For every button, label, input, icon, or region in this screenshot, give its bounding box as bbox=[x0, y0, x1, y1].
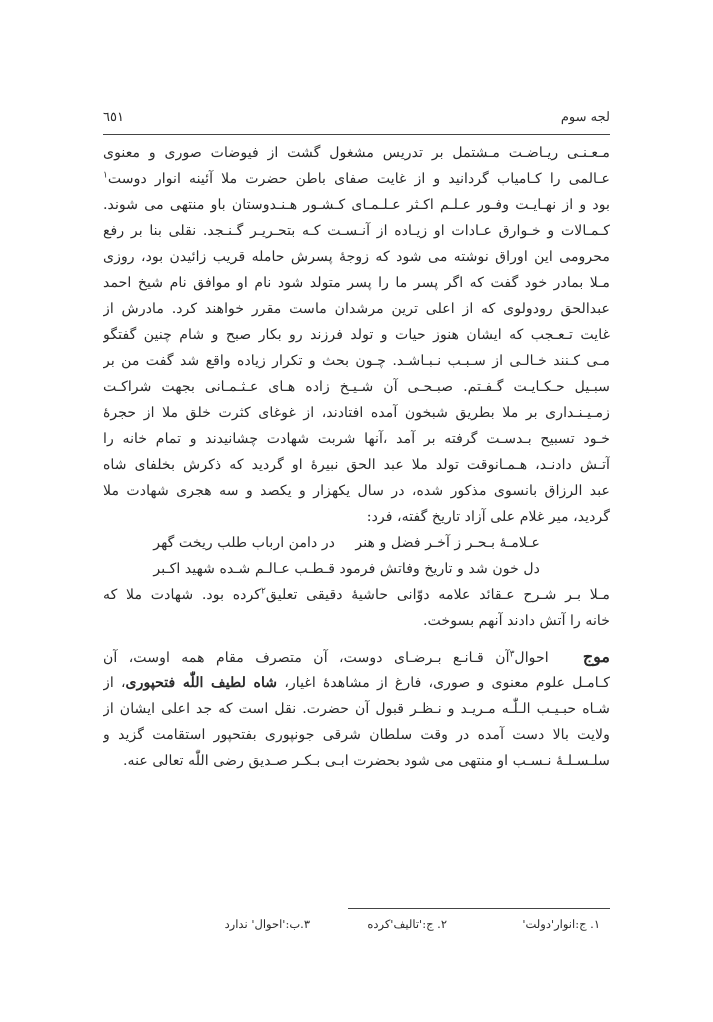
text-line: خـود تسبیح بـدسـت گرفته بر آمد ،آنها شربت شهادت چشانیدند و تمام خانه را bbox=[103, 431, 610, 447]
text-line-content: عـالمی را کـامیاب گردانید و از غایت صفای باطن حضرت ملا آئینه انوار دوست bbox=[107, 171, 610, 187]
footnote-marker: ١ bbox=[103, 170, 108, 181]
footnote-1: ١. ج:انوار'دولت' bbox=[522, 917, 600, 931]
verse-line bbox=[103, 530, 610, 556]
page-number: ٦٥١ bbox=[103, 110, 124, 125]
text-segment: آن قـانـع بـرضـای دوست، آن متصرف مقام همه اوست، آن bbox=[103, 650, 510, 666]
section-gap bbox=[103, 634, 610, 644]
hemistich-first: عـلامـۀ بـحـر ز آخـر فضل و هنر bbox=[355, 535, 540, 551]
text-line: بود و از نهـایـت وفـور عـلـم اکـثر عـلـمـای کـشـور هـنـدوستان باو منتهی می شوند. bbox=[103, 197, 610, 213]
text-line bbox=[103, 166, 610, 192]
text-line bbox=[103, 582, 610, 608]
section-first-line bbox=[103, 644, 610, 670]
text-line: کـمـالات و خـوارق عـادات او زیـاده از آنـسـت کـه بتحـریـر گـنـجد. نقلی بنا بر رفع bbox=[103, 223, 610, 239]
text-line: آتـش دادنـد، هـمـانوقت تولد ملا عبد الحق نبیرۀ او گردید که ذکرش بخلفای شاه bbox=[103, 457, 610, 473]
person-name: شاه لطیف اللّٰه فتحپوری bbox=[125, 675, 278, 691]
footnotes bbox=[103, 917, 610, 937]
footnote-3: ٣.ب:'احوال' ندارد bbox=[224, 917, 310, 931]
text-segment: کـامـل علوم معنوی و صوری، فارغ از مشاهدۀ اغیار، bbox=[284, 675, 610, 691]
main-text bbox=[103, 140, 610, 774]
text-line bbox=[103, 670, 610, 696]
footnote-marker: ٢ bbox=[261, 586, 266, 597]
text-segment: مـلا بـر شـرح عـقائد علامه دوّانی حاشیۀ دقیقی تعلیق bbox=[265, 587, 610, 603]
header-rule bbox=[103, 134, 610, 135]
page-header bbox=[103, 110, 610, 132]
text-line: مـعـنـی ریـاضـت مـشتمل بر تدریس مشغول گشت از فیوضات صوری و معنوی bbox=[103, 145, 610, 161]
text-segment: احوال bbox=[514, 650, 549, 666]
section-heading: موج bbox=[582, 647, 610, 666]
text-segment: کرده بود. شهادت ملا که bbox=[103, 587, 262, 603]
text-line: گردید، میر غلام علی آزاد تاریخ گفته، فرد: bbox=[366, 509, 610, 525]
text-line: مـلا بمادر خود گفت که اگر پسر ما را پسر متولد شود نام او موافق نام شیخ احمد bbox=[103, 275, 610, 291]
text-line: مـی کـنند خـالـی از سـبـب نـبـاشـد. چـون بحث و تکرار زیاده واقع شد گفت من بر bbox=[103, 353, 610, 369]
text-line: ولایت بالا دست آمده در وقت سلطان شرقی جونپوری بفتحپور استقامت گزید و bbox=[103, 727, 610, 743]
text-line: خانه را آتش دادند آنهم بسوخت. bbox=[423, 613, 610, 629]
footnote-marker: ٣ bbox=[509, 649, 515, 660]
text-line: زمـیـنـداری بر ملا بطریق شبخون آمده افتادند، از غوغای کثرت خلق ملا از حجرۀ bbox=[103, 405, 610, 421]
text-segment: ، از bbox=[103, 675, 126, 691]
footnote-rule bbox=[348, 908, 610, 909]
hemistich-first: دل خون شد و تاریخ وفاتش فرمود bbox=[339, 561, 540, 577]
text-line: عبدالحق رودولوی که از اعلی ترین مرشدان ماست مقرر خواهند کرد. مادرش از bbox=[103, 301, 610, 317]
text-line: عبد الرزاق بانسوی مذکور شده، در سال یکهزار و یکصد و سه هجری شهادت ملا bbox=[103, 483, 610, 499]
text-line: شـاه حبـیـب الـلّٰـه مـریـد و نـظـر قبول آن حضرت. نقل است که جد اعلی ایشان از bbox=[103, 701, 610, 717]
verse-line bbox=[103, 556, 610, 582]
text-line: محرومی این اوراق نوشته می شود که زوجۀ پسرش حامله قریب زائیدن بود، روزی bbox=[103, 249, 610, 265]
running-title: لجه سوم bbox=[560, 110, 610, 125]
text-line: غایت تـعـجب که ایشان هنوز حیات و تولد فرزند رو بکار صبح و شام چنین گفتگو bbox=[103, 327, 610, 343]
hemistich-second: قـطـب عـالـم شـده شهید اکـبر bbox=[153, 561, 335, 577]
hemistich-second: در دامن ارباب طلب ریخت گهر bbox=[153, 535, 335, 551]
footnote-2: ٢. ج:'تالیف'کرده bbox=[367, 917, 447, 931]
text-line: سلـسـلـۀ نـسـب او منتهی می شود بحضرت ابـی بـکـر صـدیق رضی اللّٰه تعالی عنه. bbox=[122, 753, 610, 769]
text-line: سبـیل حـکـایـت گـفـتم. صبـحـی آن شـیـخ زاده هـای عـثـمـانی بجهت شراکـت bbox=[103, 379, 610, 395]
